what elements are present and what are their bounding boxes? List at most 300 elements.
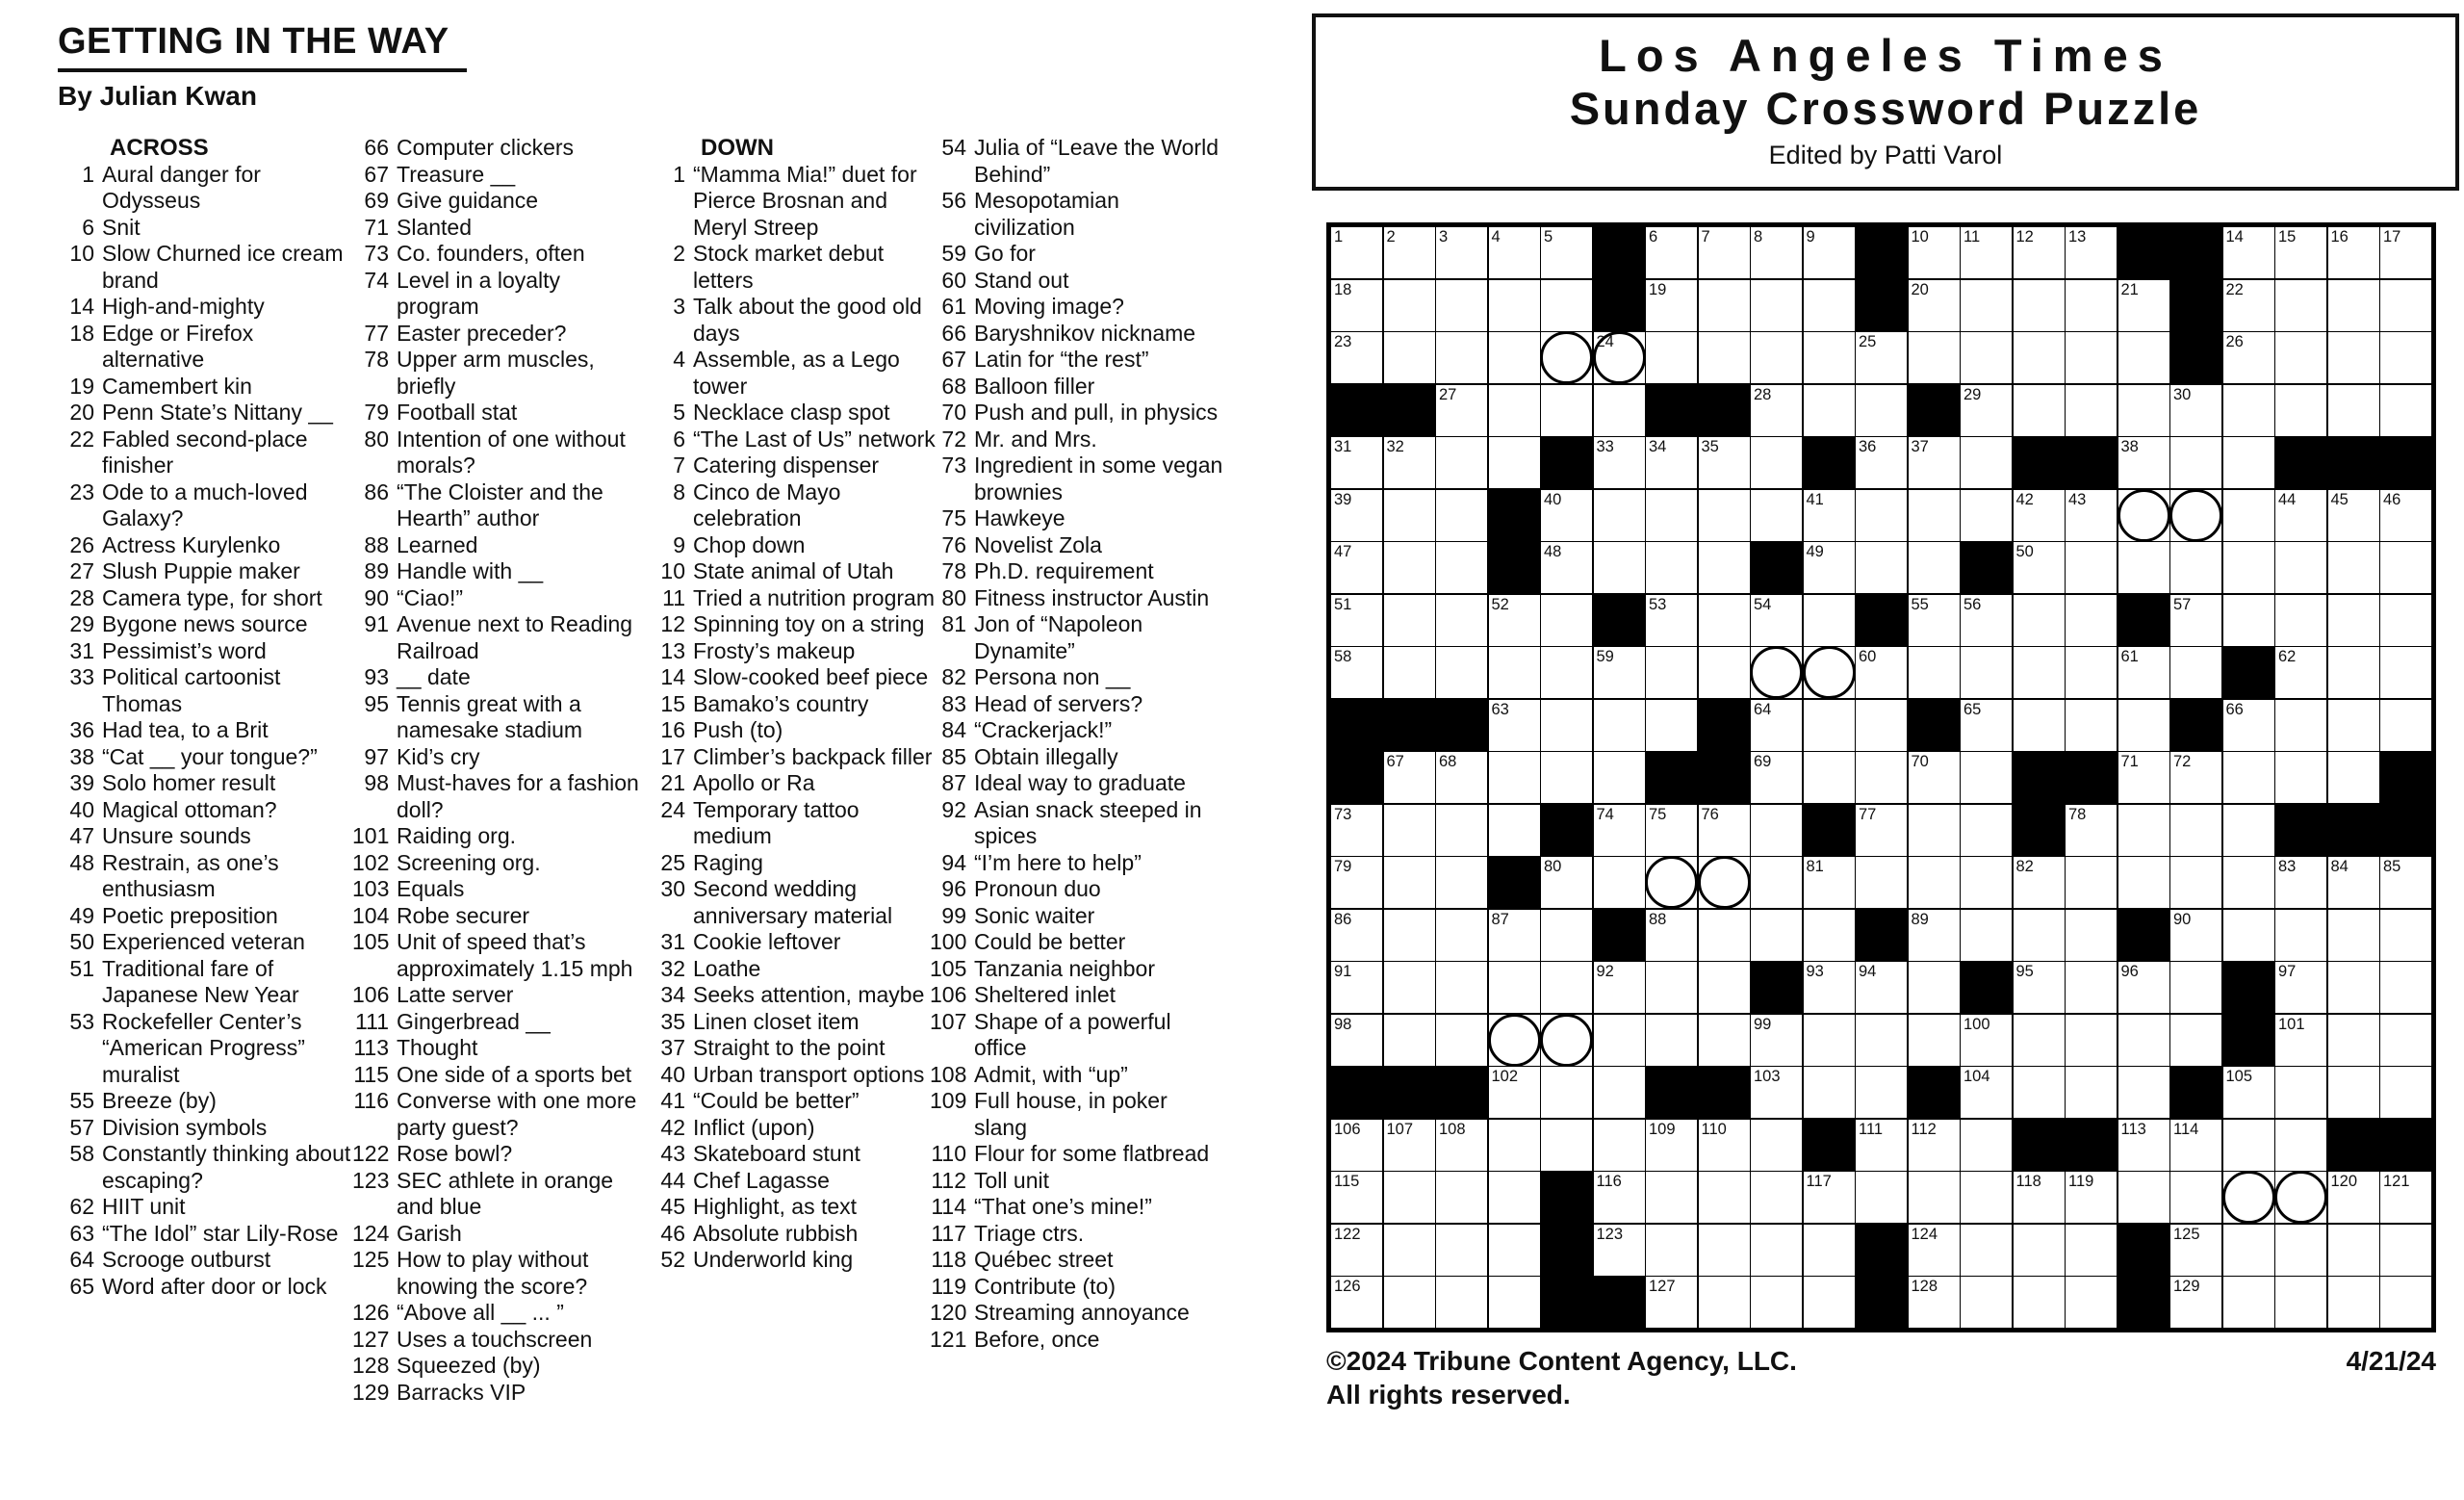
clue-down-3 <box>649 294 943 347</box>
clue-number: 7 <box>673 453 685 478</box>
clue-text: Sonic waiter <box>974 902 1095 928</box>
clue-number: 52 <box>660 1247 685 1272</box>
clue-down-6 <box>649 427 943 453</box>
clue-number: 82 <box>941 664 966 689</box>
clue-number: 54 <box>941 135 966 160</box>
square-r14c9 <box>1751 910 1802 961</box>
square-number: 108 <box>1439 1120 1466 1138</box>
theme-circle <box>1593 331 1646 384</box>
square-r19c12 <box>1909 1172 1960 1223</box>
black-square-r14c11 <box>1856 910 1907 961</box>
square-number: 42 <box>2015 490 2034 508</box>
clue-text: Tennis great with a namesake stadium <box>397 690 583 742</box>
clue-across-64 <box>58 1247 352 1274</box>
square-r8c1 <box>1331 595 1382 646</box>
clue-down-5 <box>649 400 943 427</box>
square-number: 29 <box>1964 385 1982 403</box>
square-r21c18 <box>2223 1277 2274 1328</box>
clue-text: Jon of “Napoleon Dynamite” <box>974 611 1143 663</box>
black-square-r21c11 <box>1856 1277 1907 1328</box>
clue-text: Flour for some flatbread <box>974 1141 1210 1166</box>
clue-down-100 <box>930 929 1224 956</box>
clue-across-102 <box>352 850 647 877</box>
clue-text: Converse with one more party guest? <box>397 1088 637 1140</box>
square-number: 14 <box>2225 228 2244 246</box>
clue-number: 8 <box>673 478 685 504</box>
square-r17c6 <box>1594 1067 1645 1118</box>
clue-text: Talk about the good old days <box>693 294 922 346</box>
theme-circle <box>1645 856 1698 909</box>
square-r12c9 <box>1751 805 1802 856</box>
clue-down-105 <box>930 956 1224 983</box>
square-r13c1 <box>1331 857 1382 908</box>
clue-text: Novelist Zola <box>974 531 1102 557</box>
black-square-r15c13 <box>1961 962 2012 1013</box>
square-number: 15 <box>2278 228 2297 246</box>
clue-number: 57 <box>69 1114 94 1140</box>
square-r11c18 <box>2223 752 2274 803</box>
clue-across-67 <box>352 162 647 189</box>
clue-across-88 <box>352 532 647 559</box>
square-r12c12 <box>1909 805 1960 856</box>
square-r1c7 <box>1646 227 1697 278</box>
square-r14c8 <box>1699 910 1750 961</box>
black-square-r17c7 <box>1646 1067 1697 1118</box>
square-r15c11 <box>1856 962 1907 1013</box>
square-r19c18 <box>2223 1172 2274 1223</box>
clue-number: 64 <box>69 1247 94 1272</box>
theme-circle <box>1488 1014 1541 1067</box>
square-r16c15 <box>2066 1015 2117 1066</box>
square-r9c6 <box>1594 647 1645 698</box>
square-number: 49 <box>1806 543 1824 560</box>
square-number: 65 <box>1964 700 1982 718</box>
square-r5c1 <box>1331 437 1382 488</box>
square-number: 33 <box>1596 438 1614 455</box>
clue-number: 70 <box>941 400 966 425</box>
square-number: 91 <box>1334 963 1352 980</box>
black-square-r17c17 <box>2170 1067 2221 1118</box>
square-r3c11 <box>1856 332 1907 383</box>
square-number: 73 <box>1334 805 1352 823</box>
masthead-editor: Edited by Patti Varol <box>1768 141 2003 169</box>
clue-across-58 <box>58 1141 352 1194</box>
square-r11c17 <box>2170 752 2221 803</box>
clue-text: Thought <box>397 1035 478 1060</box>
clue-across-128 <box>352 1353 647 1380</box>
clue-down-85 <box>930 744 1224 771</box>
clue-number: 4 <box>673 347 685 372</box>
clue-text: How to play without knowing the score? <box>397 1247 589 1299</box>
square-r5c9 <box>1751 437 1802 488</box>
square-r17c4 <box>1489 1067 1540 1118</box>
square-number: 87 <box>1491 910 1509 928</box>
square-r6c17 <box>2170 490 2221 541</box>
clue-number: 62 <box>69 1194 94 1219</box>
clue-text: Frosty’s makeup <box>693 637 856 663</box>
square-r10c13 <box>1961 700 2012 751</box>
square-r5c6 <box>1594 437 1645 488</box>
clue-down-112 <box>930 1168 1224 1195</box>
clue-number: 55 <box>69 1088 94 1113</box>
theme-circle <box>2118 489 2170 542</box>
clue-number: 129 <box>352 1379 390 1405</box>
square-number: 69 <box>1754 753 1772 770</box>
square-number: 89 <box>1911 910 1929 928</box>
clue-text: Urban transport options <box>693 1061 925 1087</box>
clue-number: 105 <box>930 955 967 981</box>
clue-across-113 <box>352 1035 647 1062</box>
square-r2c19 <box>2275 280 2326 331</box>
clue-text: Absolute rubbish <box>693 1220 859 1246</box>
square-r5c16 <box>2118 437 2169 488</box>
clue-text: “Could be better” <box>693 1088 860 1113</box>
square-r10c16 <box>2118 700 2169 751</box>
square-r21c19 <box>2275 1277 2326 1328</box>
black-square-r4c7 <box>1646 385 1697 436</box>
square-r20c2 <box>1384 1225 1435 1276</box>
square-r13c12 <box>1909 857 1960 908</box>
clue-number: 43 <box>660 1141 685 1166</box>
clue-down-25 <box>649 850 943 877</box>
square-r17c18 <box>2223 1067 2274 1118</box>
clue-number: 93 <box>364 664 389 689</box>
clue-text: Football stat <box>397 400 518 425</box>
clue-number: 101 <box>352 823 390 848</box>
square-number: 45 <box>2330 490 2348 508</box>
clue-across-124 <box>352 1221 647 1248</box>
square-number: 105 <box>2225 1068 2253 1085</box>
clue-text: Unit of speed that’s approximately 1.15 mph <box>397 929 633 981</box>
square-r19c6 <box>1594 1172 1645 1223</box>
square-r2c4 <box>1489 280 1540 331</box>
black-square-r9c18 <box>2223 647 2274 698</box>
clue-text: Necklace clasp spot <box>693 400 890 425</box>
square-number: 99 <box>1754 1015 1772 1033</box>
clue-number: 83 <box>941 690 966 716</box>
square-r14c12 <box>1909 910 1960 961</box>
square-r7c11 <box>1856 542 1907 593</box>
square-number: 106 <box>1334 1120 1361 1138</box>
clue-across-106 <box>352 982 647 1009</box>
black-square-r5c14 <box>2014 437 2065 488</box>
clue-across-98 <box>352 770 647 823</box>
square-number: 74 <box>1596 805 1614 823</box>
clue-text: Stand out <box>974 267 1069 293</box>
square-number: 122 <box>1334 1225 1361 1243</box>
black-square-r7c13 <box>1961 542 2012 593</box>
clue-number: 107 <box>930 1008 967 1034</box>
clue-across-93 <box>352 664 647 691</box>
square-r21c17 <box>2170 1277 2221 1328</box>
clue-down-30 <box>649 876 943 929</box>
square-r13c3 <box>1436 857 1487 908</box>
clue-column-1 <box>58 135 352 1300</box>
square-r1c4 <box>1489 227 1540 278</box>
square-r20c3 <box>1436 1225 1487 1276</box>
clue-text: Snit <box>102 214 141 240</box>
square-r11c6 <box>1594 752 1645 803</box>
clue-number: 47 <box>69 823 94 848</box>
clue-down-12 <box>649 611 943 638</box>
square-number: 64 <box>1754 700 1772 718</box>
black-square-r11c8 <box>1699 752 1750 803</box>
square-r15c4 <box>1489 962 1540 1013</box>
square-r21c12 <box>1909 1277 1960 1328</box>
square-number: 57 <box>2173 595 2192 613</box>
clue-text: Political cartoonist Thomas <box>102 664 281 716</box>
square-number: 10 <box>1911 228 1929 246</box>
clue-text: Chop down <box>693 531 806 557</box>
square-r9c5 <box>1541 647 1592 698</box>
square-r11c3 <box>1436 752 1487 803</box>
clue-text: Ideal way to graduate <box>974 770 1186 795</box>
clue-text: Mr. and Mrs. <box>974 426 1097 452</box>
square-r10c21 <box>2380 700 2431 751</box>
black-square-r5c19 <box>2275 437 2326 488</box>
square-number: 16 <box>2330 228 2348 246</box>
clue-number: 56 <box>941 188 966 213</box>
square-number: 102 <box>1491 1068 1519 1085</box>
clue-down-87 <box>930 770 1224 797</box>
clue-number: 81 <box>941 611 966 636</box>
clue-across-104 <box>352 903 647 930</box>
square-number: 77 <box>1859 805 1877 823</box>
clue-number: 122 <box>352 1141 390 1166</box>
square-number: 21 <box>2120 280 2139 298</box>
square-r17c13 <box>1961 1067 2012 1118</box>
clue-across-55 <box>58 1088 352 1115</box>
square-r4c10 <box>1804 385 1855 436</box>
clue-text: “Ciao!” <box>397 584 464 610</box>
square-r21c3 <box>1436 1277 1487 1328</box>
black-square-r10c1 <box>1331 700 1382 751</box>
clue-number: 13 <box>660 637 685 663</box>
square-r7c10 <box>1804 542 1855 593</box>
square-r19c19 <box>2275 1172 2326 1223</box>
clue-text: Asian snack steeped in spices <box>974 796 1202 848</box>
square-r21c14 <box>2014 1277 2065 1328</box>
clue-number: 100 <box>930 929 967 954</box>
square-r4c4 <box>1489 385 1540 436</box>
clue-text: Stock market debut letters <box>693 241 885 293</box>
clue-text: Robe securer <box>397 902 530 928</box>
clue-text: Temporary tattoo medium <box>693 796 860 848</box>
square-r8c7 <box>1646 595 1697 646</box>
black-square-r12c5 <box>1541 805 1592 856</box>
clue-number: 104 <box>352 902 390 928</box>
theme-circle <box>1750 646 1803 699</box>
square-number: 28 <box>1754 385 1772 403</box>
clue-across-105 <box>352 929 647 982</box>
square-r4c19 <box>2275 385 2326 436</box>
square-number: 18 <box>1334 280 1352 298</box>
clue-number: 35 <box>660 1008 685 1034</box>
clue-across-27 <box>58 558 352 585</box>
square-r12c13 <box>1961 805 2012 856</box>
square-r11c12 <box>1909 752 1960 803</box>
square-r4c21 <box>2380 385 2431 436</box>
square-number: 32 <box>1386 438 1404 455</box>
square-r14c1 <box>1331 910 1382 961</box>
square-r13c5 <box>1541 857 1592 908</box>
clue-across-28 <box>58 585 352 612</box>
square-number: 37 <box>1911 438 1929 455</box>
clue-down-2 <box>649 241 943 294</box>
black-square-r13c4 <box>1489 857 1540 908</box>
square-r19c15 <box>2066 1172 2117 1223</box>
square-r20c13 <box>1961 1225 2012 1276</box>
clue-text: Restrain, as one’s enthusiasm <box>102 849 279 901</box>
square-r19c14 <box>2014 1172 2065 1223</box>
clue-text: Bamako’s country <box>693 690 869 716</box>
clue-across-65 <box>58 1274 352 1301</box>
clue-text: One side of a sports bet <box>397 1061 632 1087</box>
clue-down-83 <box>930 691 1224 718</box>
square-number: 67 <box>1386 753 1404 770</box>
square-r13c11 <box>1856 857 1907 908</box>
square-r19c1 <box>1331 1172 1382 1223</box>
clue-number: 125 <box>352 1247 390 1272</box>
clue-down-92 <box>930 797 1224 850</box>
square-number: 38 <box>2120 438 2139 455</box>
square-r11c10 <box>1804 752 1855 803</box>
square-r2c16 <box>2118 280 2169 331</box>
square-r10c11 <box>1856 700 1907 751</box>
black-square-r7c9 <box>1751 542 1802 593</box>
square-r8c3 <box>1436 595 1487 646</box>
clue-down-44 <box>649 1168 943 1195</box>
copyright-line2: All rights reserved. <box>1326 1380 1571 1409</box>
square-r12c7 <box>1646 805 1697 856</box>
clue-across-95 <box>352 691 647 744</box>
clue-number: 2 <box>673 241 685 266</box>
square-number: 82 <box>2015 858 2034 875</box>
square-number: 39 <box>1334 490 1352 508</box>
clue-down-121 <box>930 1327 1224 1354</box>
square-r1c18 <box>2223 227 2274 278</box>
square-number: 94 <box>1859 963 1877 980</box>
clue-number: 102 <box>352 849 390 875</box>
clue-text: Tanzania neighbor <box>974 955 1155 981</box>
clue-number: 1 <box>673 161 685 187</box>
square-r19c11 <box>1856 1172 1907 1223</box>
clue-down-35 <box>649 1009 943 1036</box>
square-r13c18 <box>2223 857 2274 908</box>
square-number: 75 <box>1649 805 1667 823</box>
clue-text: Treasure __ <box>397 161 516 187</box>
square-r18c11 <box>1856 1120 1907 1171</box>
square-number: 79 <box>1334 858 1352 875</box>
square-number: 6 <box>1649 228 1658 246</box>
black-square-r10c2 <box>1384 700 1435 751</box>
clue-across-79 <box>352 400 647 427</box>
square-r15c1 <box>1331 962 1382 1013</box>
clue-text: Linen closet item <box>693 1008 860 1034</box>
square-number: 121 <box>2383 1173 2410 1190</box>
square-number: 7 <box>1701 228 1710 246</box>
clue-number: 31 <box>69 637 94 663</box>
square-number: 86 <box>1334 910 1352 928</box>
square-r2c7 <box>1646 280 1697 331</box>
square-number: 4 <box>1491 228 1501 246</box>
square-number: 117 <box>1806 1173 1832 1190</box>
square-r10c10 <box>1804 700 1855 751</box>
square-r4c17 <box>2170 385 2221 436</box>
clue-text: SEC athlete in orange and blue <box>397 1167 614 1219</box>
square-r10c7 <box>1646 700 1697 751</box>
clue-number: 89 <box>364 558 389 583</box>
clue-text: Slow Churned ice cream brand <box>102 241 344 293</box>
square-r16c2 <box>1384 1015 1435 1066</box>
black-square-r1c6 <box>1594 227 1645 278</box>
clue-across-36 <box>58 717 352 744</box>
black-square-r1c17 <box>2170 227 2221 278</box>
square-r12c3 <box>1436 805 1487 856</box>
square-r21c8 <box>1699 1277 1750 1328</box>
square-r11c16 <box>2118 752 2169 803</box>
clue-text: Constantly thinking about escaping? <box>102 1141 351 1193</box>
black-square-r18c14 <box>2014 1120 2065 1171</box>
black-square-r5c20 <box>2328 437 2379 488</box>
square-r13c17 <box>2170 857 2221 908</box>
clue-text: Go for <box>974 241 1036 266</box>
clue-number: 21 <box>660 770 685 795</box>
black-square-r5c5 <box>1541 437 1592 488</box>
clue-number: 16 <box>660 717 685 742</box>
black-square-r12c14 <box>2014 805 2065 856</box>
square-number: 118 <box>2015 1173 2041 1190</box>
square-r15c15 <box>2066 962 2117 1013</box>
clue-text: Upper arm muscles, briefly <box>397 347 595 399</box>
square-r12c16 <box>2118 805 2169 856</box>
square-number: 127 <box>1649 1278 1676 1295</box>
square-r16c12 <box>1909 1015 1960 1066</box>
clue-text: Moving image? <box>974 294 1124 319</box>
square-number: 120 <box>2330 1173 2358 1190</box>
clue-across-116 <box>352 1088 647 1141</box>
square-r16c9 <box>1751 1015 1802 1066</box>
square-r2c18 <box>2223 280 2274 331</box>
square-r15c14 <box>2014 962 2065 1013</box>
square-r20c20 <box>2328 1225 2379 1276</box>
clue-number: 87 <box>941 770 966 795</box>
clue-across-50 <box>58 929 352 956</box>
black-square-r5c10 <box>1804 437 1855 488</box>
clue-across-74 <box>352 268 647 321</box>
black-square-r6c4 <box>1489 490 1540 541</box>
square-number: 54 <box>1754 595 1772 613</box>
theme-circle <box>1540 331 1593 384</box>
square-r9c17 <box>2170 647 2221 698</box>
square-number: 5 <box>1544 228 1553 246</box>
clue-text: Straight to the point <box>693 1035 886 1060</box>
square-r15c21 <box>2380 962 2431 1013</box>
clue-down-117 <box>930 1221 1224 1248</box>
square-r13c16 <box>2118 857 2169 908</box>
puzzle-date: 4/21/24 <box>2346 1346 2436 1376</box>
clue-number: 124 <box>352 1220 390 1246</box>
square-number: 78 <box>2068 805 2087 823</box>
square-r6c14 <box>2014 490 2065 541</box>
black-square-r14c6 <box>1594 910 1645 961</box>
square-r3c15 <box>2066 332 2117 383</box>
theme-circle <box>2274 1171 2327 1224</box>
clue-number: 14 <box>660 664 685 689</box>
square-r3c14 <box>2014 332 2065 383</box>
square-r3c12 <box>1909 332 1960 383</box>
square-r13c8 <box>1699 857 1750 908</box>
